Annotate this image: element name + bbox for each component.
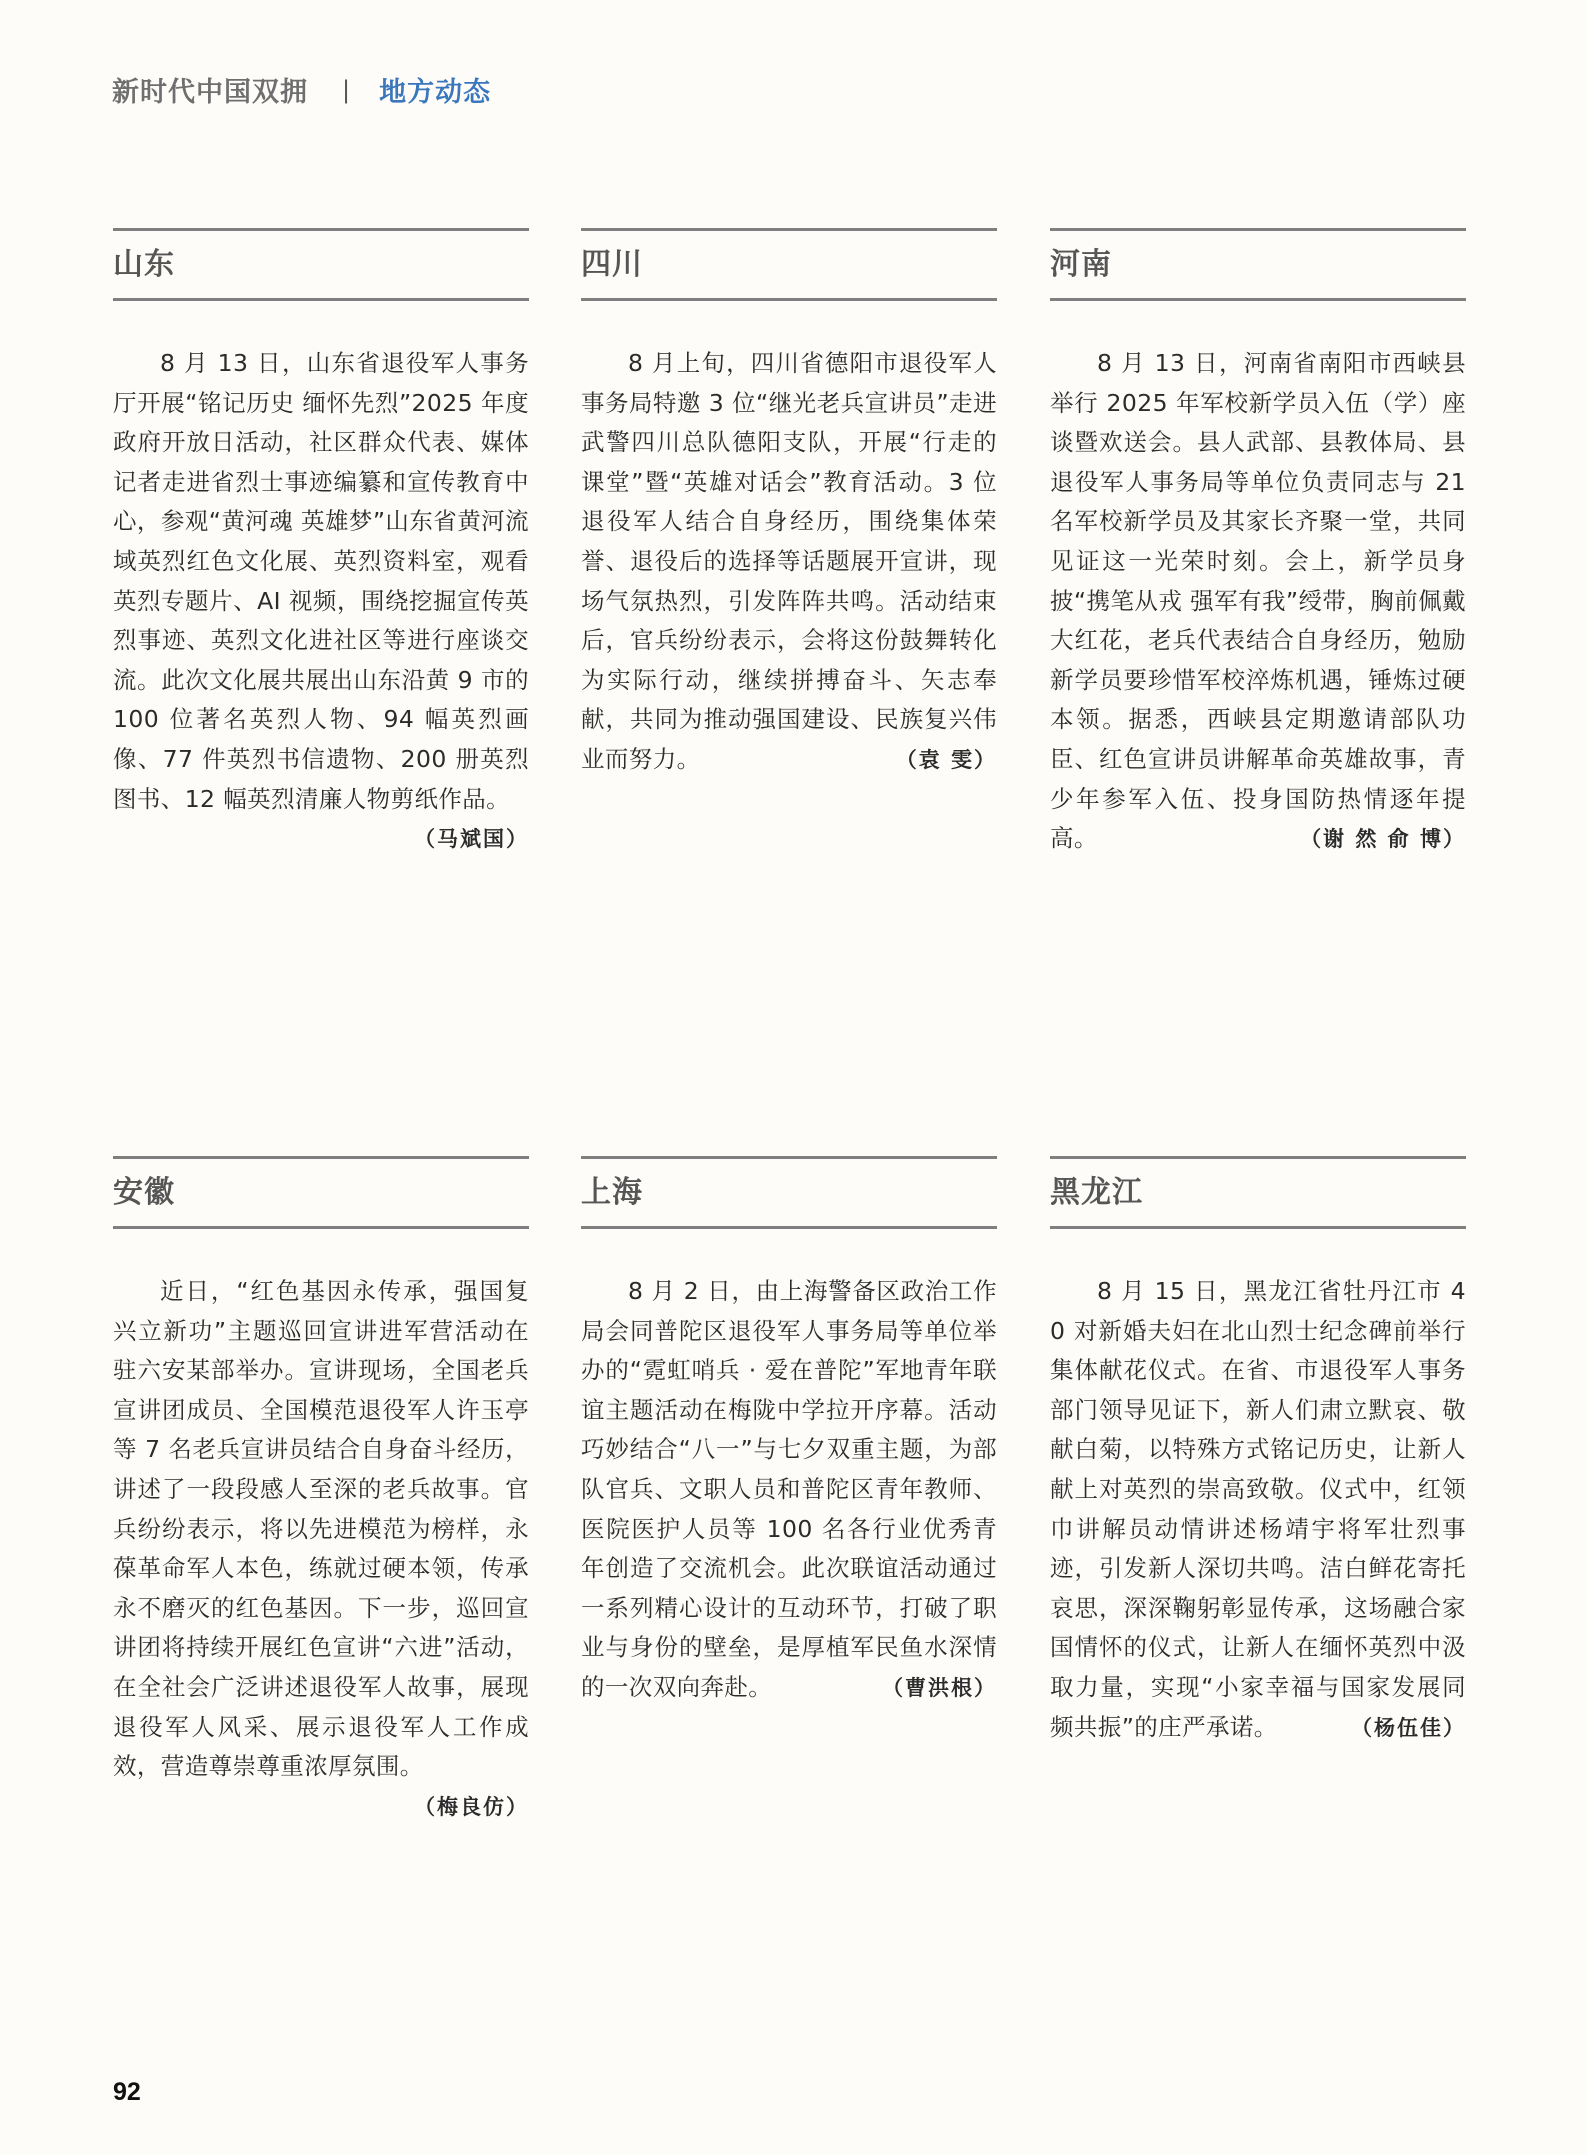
magazine-section-title: 新时代中国双拥 xyxy=(112,77,308,108)
page-number: 92 xyxy=(113,2078,141,2106)
region-heading: 黑龙江 xyxy=(1050,1175,1143,1210)
region-heading: 四川 xyxy=(581,247,643,282)
article-author: （杨伍佳） xyxy=(1351,1714,1466,1740)
bottom-rule xyxy=(113,298,529,301)
article-body xyxy=(581,1272,997,1708)
article-shandong xyxy=(113,228,529,859)
bottom-rule xyxy=(113,1226,529,1229)
article-henan xyxy=(1050,228,1466,859)
article-text: 8 月 2 日，由上海警备区政治工作局会同普陀区退役军人事务局等单位举办的“霓虹哨兵 · 爱在普陀”军地青年联谊主题活动在梅陇中学拉开序幕。活动巧妙结合“八一”与七夕双重主题，为部队官兵、文职人员和普陀区青年教师、医院医护人员等 100 名各行业优秀青年创造了交流机会。此次联谊活动通过一系列精心设计的互动环节，打破了职业与身份的壁垒，是厚植军民鱼水深情的一次双向奔赴。 xyxy=(581,1277,997,1701)
bottom-rule xyxy=(581,298,997,301)
article-text: 近日，“红色基因永传承，强国复兴立新功”主题巡回宣讲进军营活动在驻六安某部举办。宣讲现场，全国老兵宣讲团成员、全国模范退役军人许玉亭等 7 名老兵宣讲员结合自身奋斗经历，讲述了一段段感人至深的老兵故事。官兵纷纷表示，将以先进模范为榜样，永葆革命军人本色，练就过硬本领，传承永不磨灭的红色基因。下一步，巡回宣讲团将持续开展红色宣讲“六进”活动，在全社会广泛讲述退役军人故事，展现退役军人风采、展示退役军人工作成效，营造尊崇尊重浓厚氛围。 xyxy=(113,1277,529,1781)
article-author: （曹洪根） xyxy=(882,1674,997,1700)
column-category-title: 地方动态 xyxy=(379,77,492,108)
article-text: 8 月 13 日，山东省退役军人事务厅开展“铭记历史 缅怀先烈”2025 年度政府开放日活动，社区群众代表、媒体记者走进省烈士事迹编纂和宣传教育中心，参观“黄河魂 英雄梦”山东省黄河流域英烈红色文化展、英烈资料室，观看英烈专题片、AI 视频，围绕挖掘宣传英烈事迹、英烈文化进社区等进行座谈交流。此次文化展共展出山东沿黄 9 市的 100 位著名英烈人物、94 幅英烈画像、77 件英烈书信遗物、200 册英烈图书、12 幅英烈清廉人物剪纸作品。 xyxy=(113,349,529,813)
running-header xyxy=(112,70,491,109)
article-body xyxy=(113,1272,529,1819)
article-author: （袁 雯） xyxy=(895,746,997,772)
region-heading: 山东 xyxy=(113,247,175,282)
bottom-rule xyxy=(1050,298,1466,301)
article-text: 8 月 13 日，河南省南阳市西峡县举行 2025 年军校新学员入伍（学）座谈暨欢送会。县人武部、县教体局、县退役军人事务局等单位负责同志与 21 名军校新学员及其家长齐聚一堂，共同见证这一光荣时刻。会上，新学员身披“携笔从戎 强军有我”绶带，胸前佩戴大红花，老兵代表结合自身经历，勉励新学员要珍惜军校淬炼机遇，锤炼过硬本领。据悉，西峡县定期邀请部队功臣、红色宣讲员讲解革命英雄故事，青少年参军入伍、投身国防热情逐年提高。 xyxy=(1050,349,1466,853)
article-body xyxy=(581,344,997,780)
header-separator: | xyxy=(342,75,352,104)
article-author: （马斌国） xyxy=(414,826,529,852)
article-body xyxy=(113,344,529,852)
region-heading: 安徽 xyxy=(113,1175,175,1210)
article-sichuan xyxy=(581,228,997,780)
bottom-rule xyxy=(1050,1226,1466,1229)
region-heading: 河南 xyxy=(1050,247,1112,282)
article-author: （梅良仿） xyxy=(414,1793,529,1819)
article-body xyxy=(1050,344,1466,859)
article-shanghai xyxy=(581,1156,997,1708)
article-anhui xyxy=(113,1156,529,1826)
bottom-rule xyxy=(581,1226,997,1229)
article-body xyxy=(1050,1272,1466,1747)
region-heading: 上海 xyxy=(581,1175,643,1210)
article-text: 8 月上旬，四川省德阳市退役军人事务局特邀 3 位“继光老兵宣讲员”走进武警四川总队德阳支队，开展“行走的课堂”暨“英雄对话会”教育活动。3 位退役军人结合自身经历，围绕集体荣誉、退役后的选择等话题展开宣讲，现场气氛热烈，引发阵阵共鸣。活动结束后，官兵纷纷表示，会将这份鼓舞转化为实际行动，继续拼搏奋斗、矢志奉献，共同为推动强国建设、民族复兴伟业而努力。 xyxy=(581,349,997,773)
article-author: （谢 然 俞 博） xyxy=(1300,826,1466,852)
article-text: 8 月 15 日，黑龙江省牡丹江市 40 对新婚夫妇在北山烈士纪念碑前举行集体献花仪式。在省、市退役军人事务部门领导见证下，新人们肃立默哀、敬献白菊，以特殊方式铭记历史，让新人献上对英烈的崇高致敬。仪式中，红领巾讲解员动情讲述杨靖宇将军壮烈事迹，引发新人深切共鸣。洁白鲜花寄托哀思，深深鞠躬彰显传承，这场融合家国情怀的仪式，让新人在缅怀英烈中汲取力量，实现“小家幸福与国家发展同频共振”的庄严承诺。 xyxy=(1050,1277,1466,1741)
article-heilongjiang xyxy=(1050,1156,1466,1747)
